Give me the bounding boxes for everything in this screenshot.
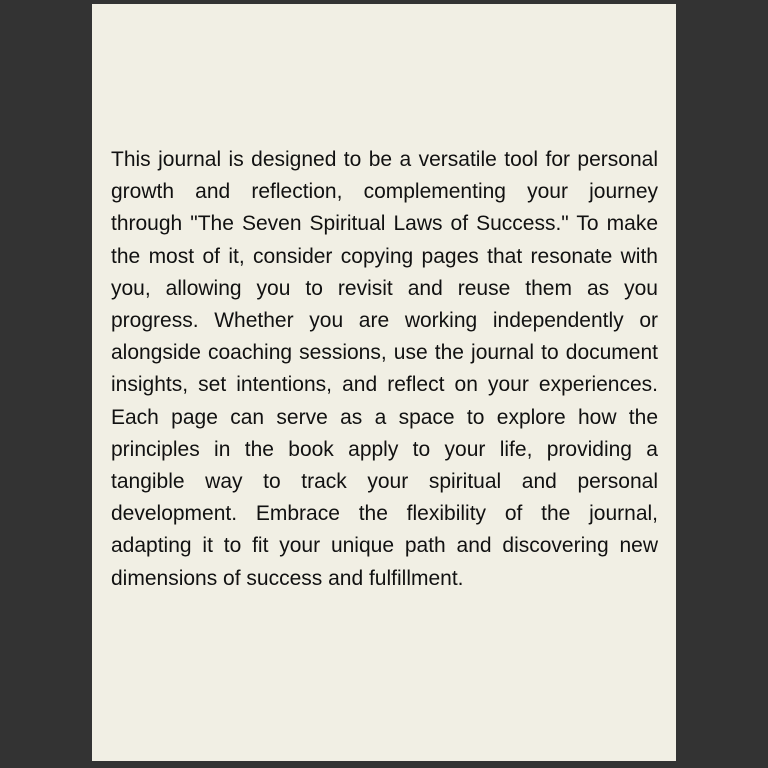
document-page bbox=[92, 4, 676, 761]
body-paragraph: This journal is designed to be a versatile tool for personal growth and reflection, complementing your journey through "The Seven Spiritual Laws of Success." To make the most of it, consider copying pages that resonate with you, allowing you to revisit and reuse them as you progress. Whether you are working independently or alongside coaching sessions, use the journal to document insights, set intentions, and reflect on your experiences. Each page can serve as a space to explore how the principles in the book apply to your life, providing a tangible way to track your spiritual and personal development. Embrace the flexibility of the journal, adapting it to fit your unique path and discovering new dimensions of success and fulfillment. bbox=[111, 148, 658, 590]
